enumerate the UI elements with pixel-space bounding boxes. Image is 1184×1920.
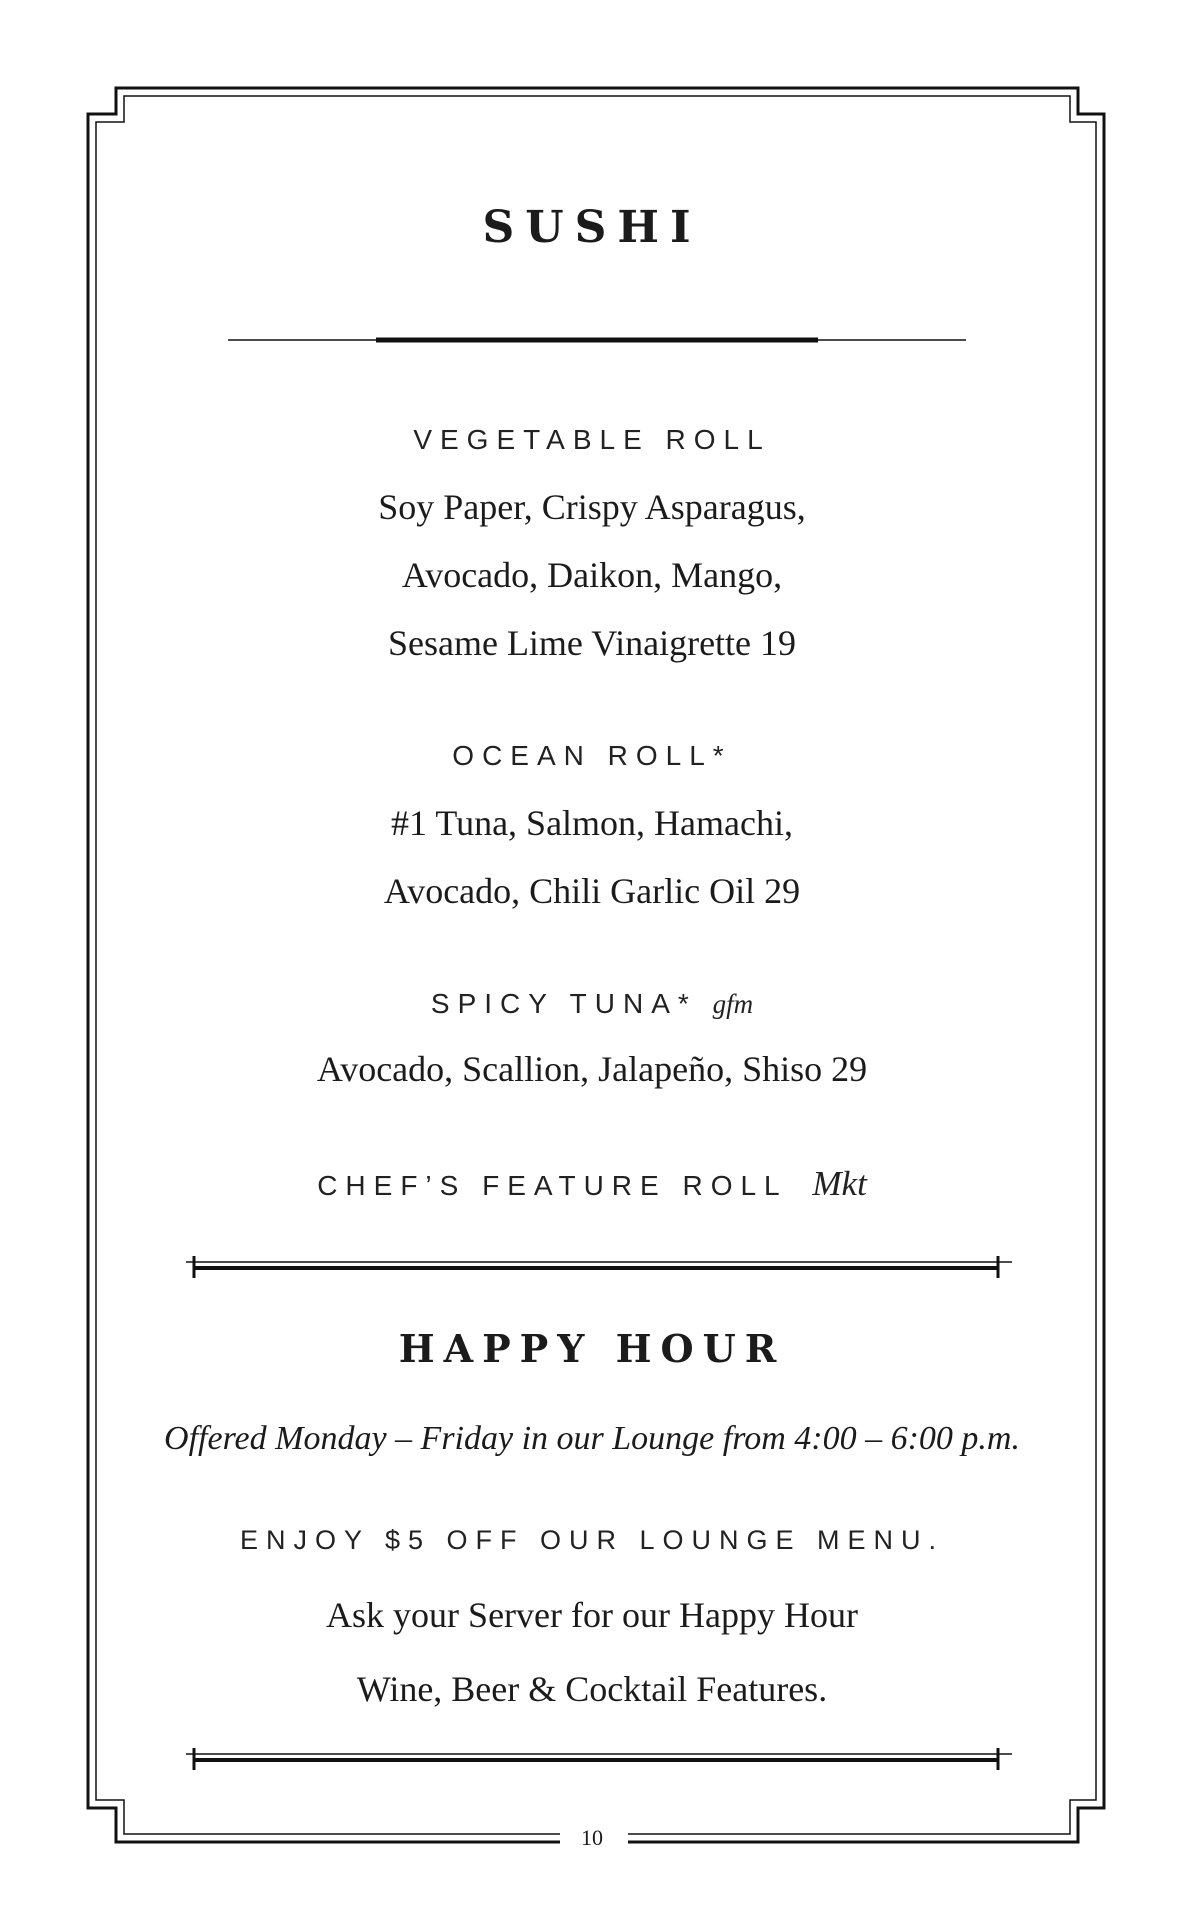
- dietary-tag: gfm: [712, 989, 754, 1019]
- menu-item-price: Mkt: [812, 1164, 867, 1203]
- menu-item-heading: [0, 1164, 1184, 1204]
- happy-hour-note: Wine, Beer & Cocktail Features.: [356, 1669, 828, 1709]
- happy-hour-offer: ENJOY $5 OFF OUR LOUNGE MENU.: [239, 1525, 945, 1555]
- section-title-happy-hour: HAPPY HOUR: [398, 1326, 786, 1371]
- menu-item-name: VEGETABLE ROLL: [413, 424, 771, 455]
- happy-hour-schedule: Offered Monday – Friday in our Lounge from 4:00 – 6:00 p.m.: [164, 1420, 1020, 1457]
- menu-item-description: Avocado, Chili Garlic Oil 29: [383, 871, 801, 911]
- menu-item-name: OCEAN ROLL*: [452, 740, 732, 771]
- menu-item-heading: [0, 988, 1184, 1020]
- page-number: 10: [581, 1825, 603, 1850]
- section-title-sushi: SUSHI: [482, 202, 702, 253]
- menu-item-description: #1 Tuna, Salmon, Hamachi,: [391, 803, 793, 843]
- menu-item-name: CHEF’S FEATURE ROLL: [317, 1170, 787, 1201]
- happy-hour-note: Ask your Server for our Happy Hour: [326, 1595, 858, 1635]
- menu-item-name: SPICY TUNA*: [430, 988, 697, 1019]
- menu-item-description: Avocado, Daikon, Mango,: [401, 555, 783, 595]
- menu-item-description: Sesame Lime Vinaigrette 19: [387, 623, 797, 663]
- menu-item-description: Soy Paper, Crispy Asparagus,: [378, 487, 806, 527]
- menu-item-description: Avocado, Scallion, Jalapeño, Shiso 29: [316, 1049, 868, 1089]
